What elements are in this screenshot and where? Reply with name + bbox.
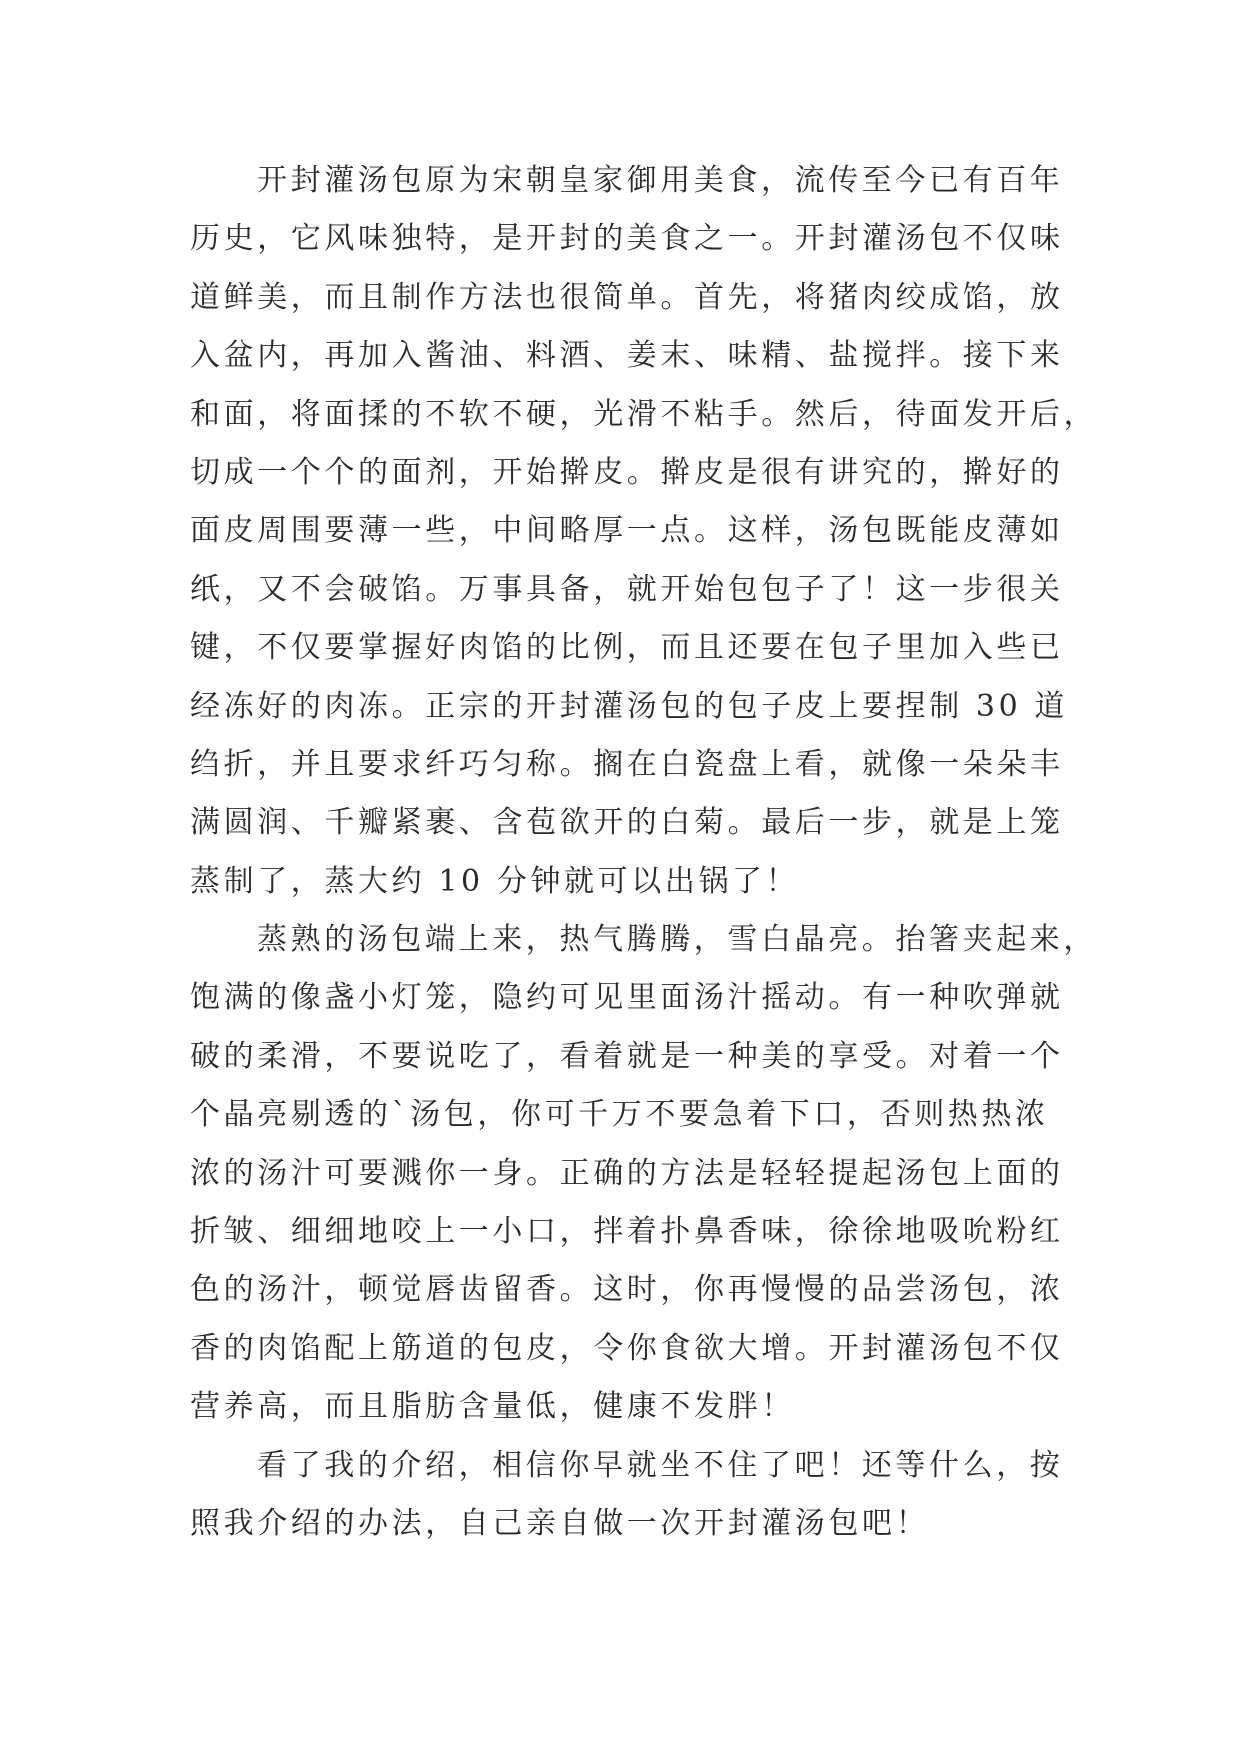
text-line: 个晶亮剔透的`汤包，你可千万不要急着下口，否则热热浓 <box>190 1097 1049 1133</box>
text-line: 历史，它风味独特，是开封的美食之一。开封灌汤包不仅味 <box>190 221 1064 257</box>
text-line: 经冻好的肉冻。正宗的开封灌汤包的包子皮上要捏制 30 道 <box>190 688 1069 724</box>
text-line: 切成一个个的面剂，开始擀皮。擀皮是很有讲究的，擀好的 <box>190 454 1064 490</box>
text-line: 开封灌汤包原为宋朝皇家御用美食，流传至今已有百年 <box>257 163 1064 198</box>
text-line: 纸，又不会破馅。万事具备，就开始包包子了！这一步很关 <box>190 571 1064 607</box>
paragraph-3 <box>190 1437 1064 1554</box>
document-body <box>190 152 1098 1553</box>
text-line: 蒸熟的汤包端上来，热气腾腾，雪白晶亮。抬箸夹起来， <box>257 922 1097 958</box>
text-line: 照我介绍的办法，自己亲自做一次开封灌汤包吧！ <box>190 1505 930 1541</box>
text-line: 破的柔滑，不要说吃了，看着就是一种美的享受。对着一个 <box>190 1038 1064 1074</box>
text-line: 入盆内，再加入酱油、料酒、姜末、味精、盐搅拌。接下来 <box>190 338 1064 374</box>
text-line: 香的肉馅配上筋道的包皮，令你食欲大增。开封灌汤包不仅 <box>190 1330 1064 1366</box>
text-line: 色的汤汁，顿觉唇齿留香。这时，你再慢慢的品尝汤包，浓 <box>190 1272 1064 1308</box>
text-line: 浓的汤汁可要溅你一身。正确的方法是轻轻提起汤包上面的 <box>190 1155 1064 1191</box>
text-line: 折皱、细细地咬上一小口，拌着扑鼻香味，徐徐地吸吮粉红 <box>190 1214 1064 1250</box>
text-line: 看了我的介绍，相信你早就坐不住了吧！还等什么，按 <box>257 1447 1064 1483</box>
paragraph-1 <box>190 152 1098 911</box>
paragraph-2 <box>190 911 1097 1437</box>
text-line: 饱满的像盏小灯笼，隐约可见里面汤汁摇动。有一种吹弹就 <box>190 980 1064 1016</box>
text-line: 营养高，而且脂肪含量低，健康不发胖！ <box>190 1389 795 1425</box>
text-line: 和面，将面揉的不软不硬，光滑不粘手。然后，待面发开后， <box>190 396 1098 432</box>
text-line: 绉折，并且要求纤巧匀称。搁在白瓷盘上看，就像一朵朵丰 <box>190 746 1064 782</box>
text-line: 满圆润、千瓣紧裹、含苞欲开的白菊。最后一步，就是上笼 <box>190 805 1064 841</box>
text-line: 道鲜美，而且制作方法也很简单。首先，将猪肉绞成馅，放 <box>190 279 1064 315</box>
text-line: 面皮周围要薄一些，中间略厚一点。这样，汤包既能皮薄如 <box>190 513 1064 549</box>
text-line: 蒸制了，蒸大约 10 分钟就可以出锅了！ <box>190 863 800 899</box>
text-line: 键，不仅要掌握好肉馅的比例，而且还要在包子里加入些已 <box>190 630 1064 666</box>
